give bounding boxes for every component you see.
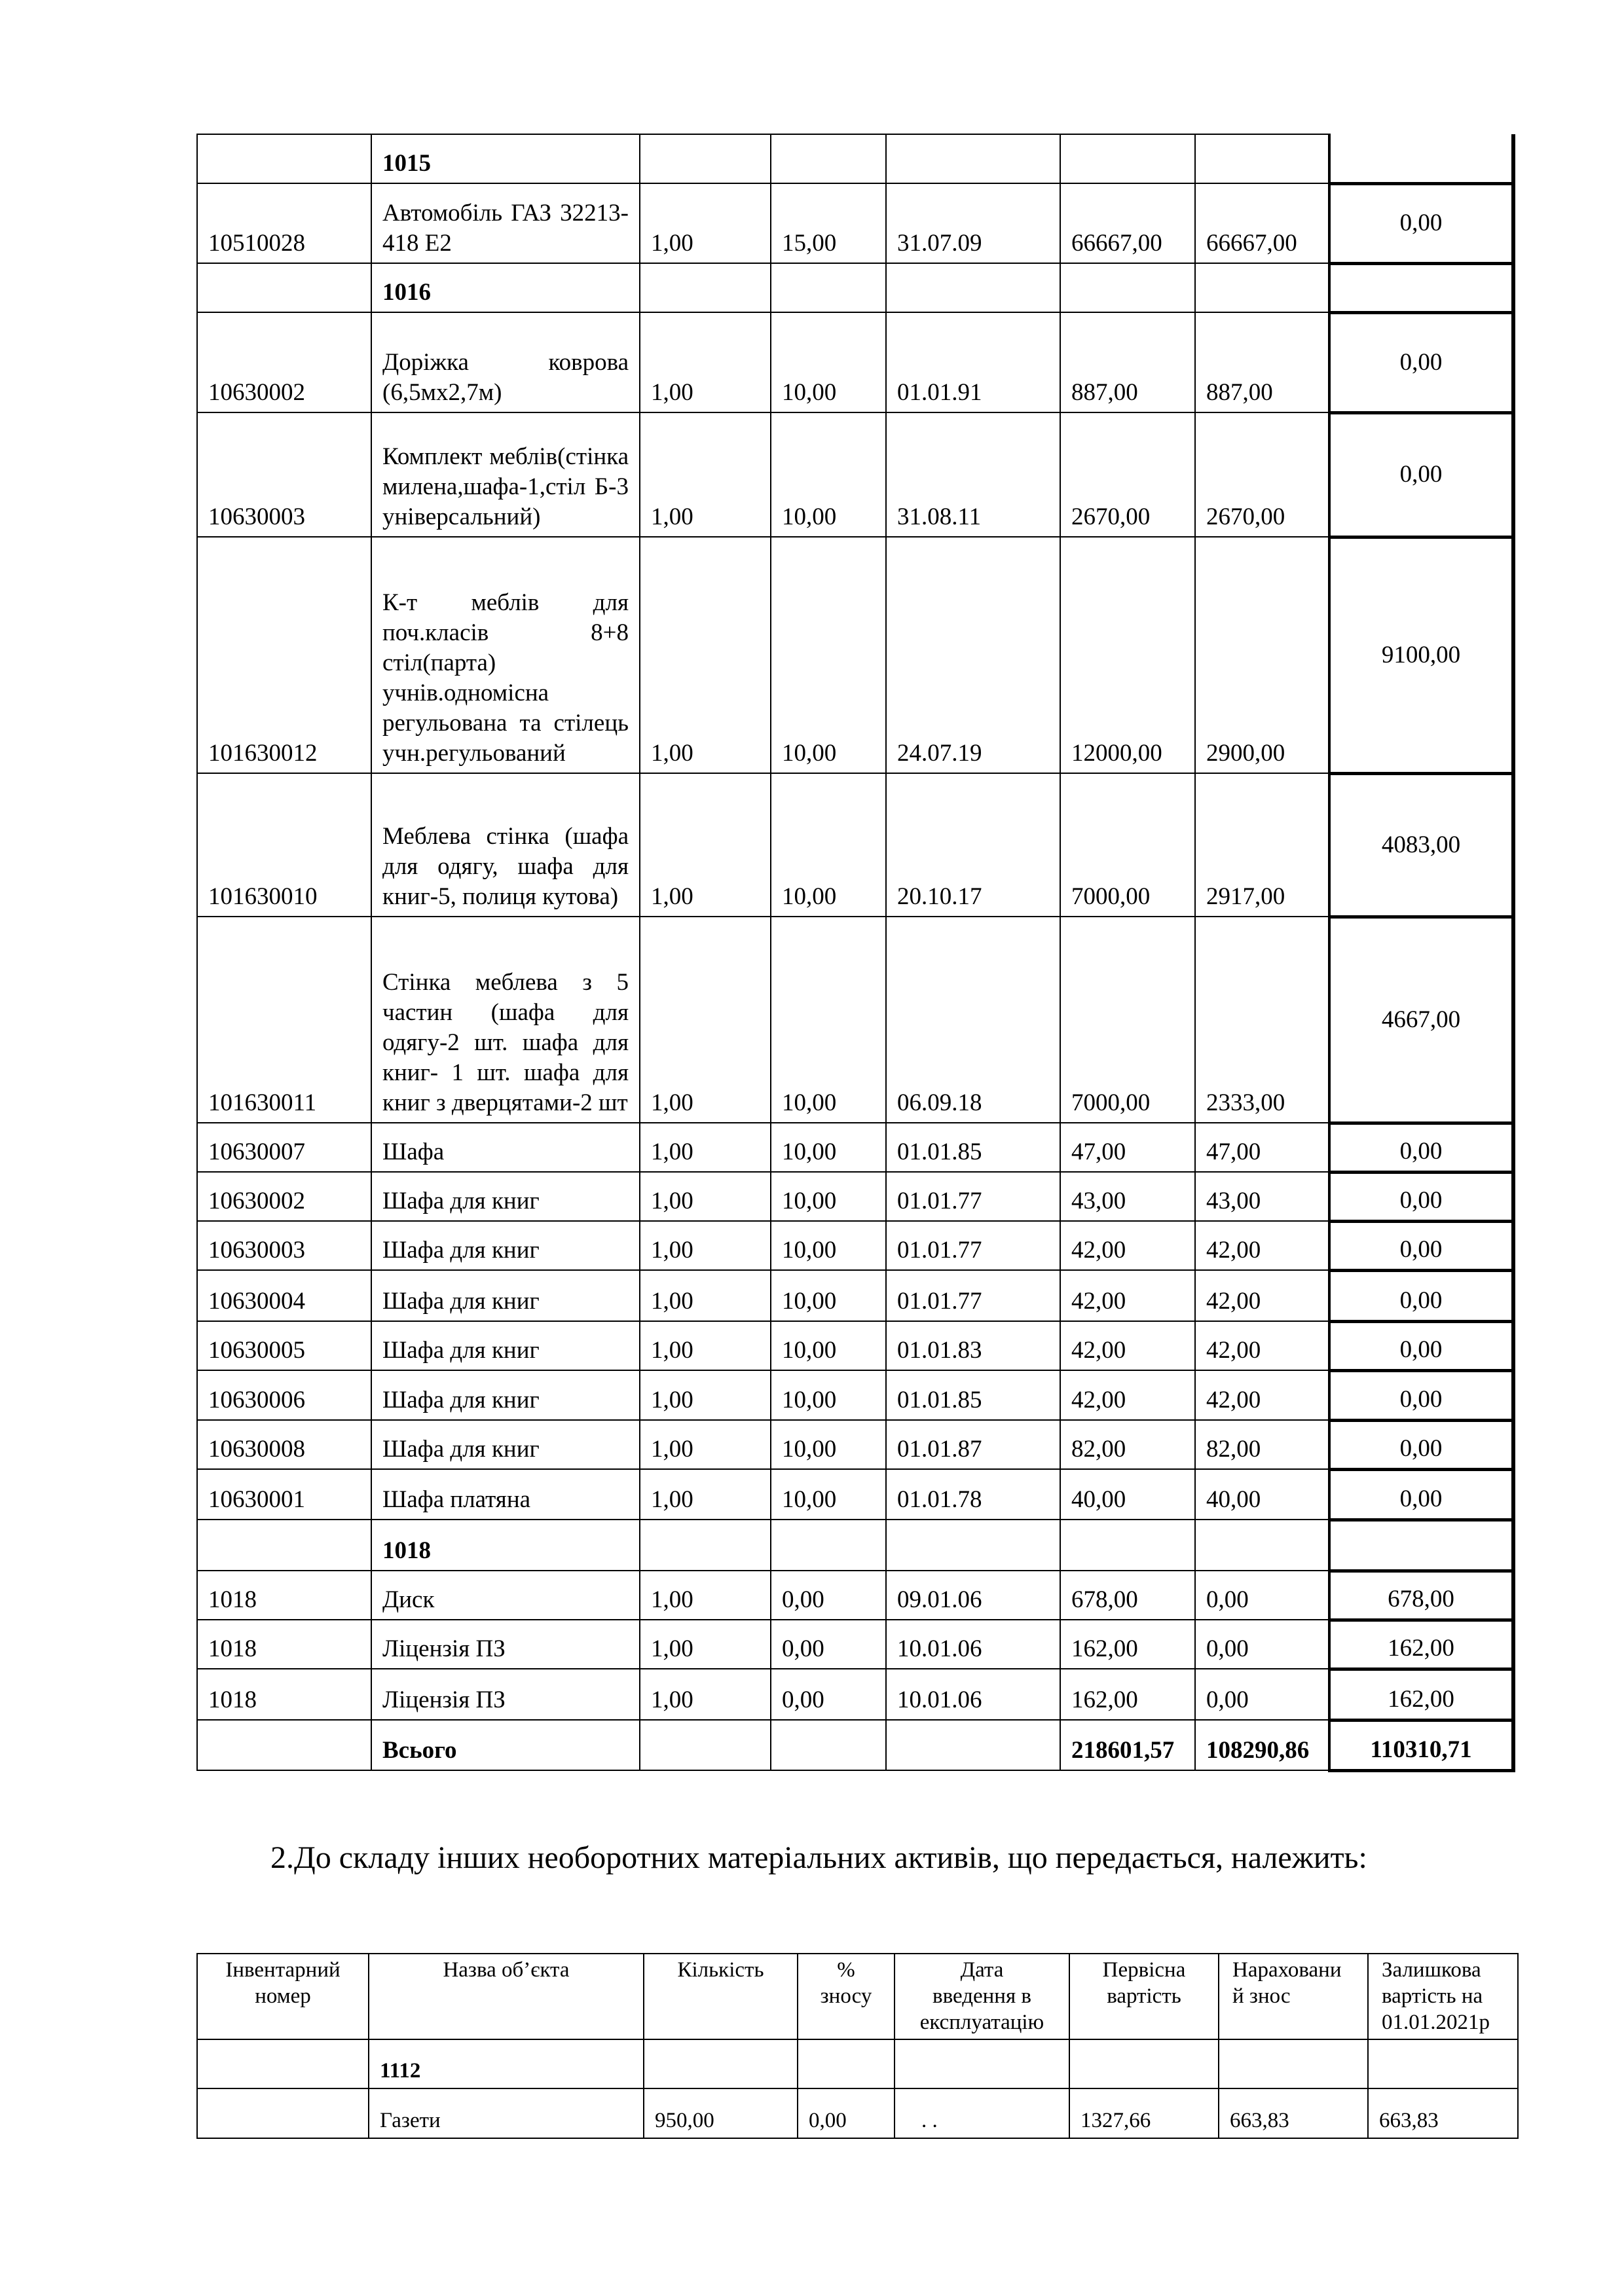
empty-cell [1329, 263, 1513, 312]
empty-cell [1329, 134, 1513, 183]
accrued-depreciation: 66667,00 [1195, 183, 1329, 263]
group-code: 1112 [369, 2039, 644, 2088]
empty-cell [771, 1520, 886, 1571]
accrued-depreciation: 2670,00 [1195, 412, 1329, 537]
empty-cell [1368, 2039, 1518, 2088]
table-row [197, 1420, 1513, 1469]
initial-cost: 678,00 [1060, 1571, 1195, 1620]
depreciation-rate: 0,00 [798, 2088, 895, 2138]
table-row [197, 412, 1513, 537]
residual-value: 0,00 [1329, 1420, 1513, 1469]
accrued-depreciation: 2900,00 [1195, 537, 1329, 773]
group-code: 1016 [371, 263, 640, 312]
initial-cost: 162,00 [1060, 1669, 1195, 1720]
initial-cost: 42,00 [1060, 1370, 1195, 1420]
inventory-number: 1018 [197, 1669, 371, 1720]
table-row [197, 1221, 1513, 1270]
commission-date: 01.01.85 [886, 1123, 1060, 1172]
depreciation-rate: 10,00 [771, 1370, 886, 1420]
initial-cost: 162,00 [1060, 1620, 1195, 1669]
empty-cell [1219, 2039, 1368, 2088]
column-header-object-name [369, 1954, 644, 2039]
total-accrued-depreciation: 108290,86 [1195, 1720, 1329, 1770]
header-line: вартість [1107, 1984, 1181, 2008]
table-row [197, 312, 1513, 412]
header-line: вартість на [1382, 1984, 1483, 2008]
table-row [197, 1469, 1513, 1520]
commission-date: 10.01.06 [886, 1669, 1060, 1720]
header-line: Назва об’єкта [443, 1958, 570, 1982]
table-row [197, 1620, 1513, 1669]
empty-cell [197, 2039, 369, 2088]
inventory-number: 10630001 [197, 1469, 371, 1520]
table-row [197, 917, 1513, 1123]
accrued-depreciation: 2333,00 [1195, 917, 1329, 1123]
residual-value: 162,00 [1329, 1669, 1513, 1720]
inventory-number [197, 2088, 369, 2138]
commission-date: 01.01.85 [886, 1370, 1060, 1420]
inventory-number: 10630004 [197, 1270, 371, 1321]
quantity: 1,00 [640, 773, 771, 917]
accrued-depreciation: 82,00 [1195, 1420, 1329, 1469]
object-name: Диск [371, 1571, 640, 1620]
object-name: К-т меблів для поч.класів 8+8 стіл(парта) учнів.одномісна регульована та стілець учн.регульований [371, 537, 640, 773]
residual-value: 9100,00 [1329, 537, 1513, 773]
residual-value: 4083,00 [1329, 773, 1513, 917]
other-assets-table [196, 1953, 1519, 2139]
object-name: Газети [369, 2088, 644, 2138]
group-row [197, 263, 1513, 312]
quantity: 1,00 [640, 537, 771, 773]
object-name: Шафа для книг [371, 1420, 640, 1469]
header-line: Нараховани [1232, 1958, 1342, 1982]
inventory-number: 10510028 [197, 183, 371, 263]
object-name: Шафа платяна [371, 1469, 640, 1520]
empty-cell [798, 2039, 895, 2088]
accrued-depreciation: 663,83 [1219, 2088, 1368, 2138]
object-name: Шафа [371, 1123, 640, 1172]
empty-cell [1060, 263, 1195, 312]
empty-cell [886, 1720, 1060, 1770]
empty-cell [1069, 2039, 1219, 2088]
quantity: 1,00 [640, 1221, 771, 1270]
initial-cost: 1327,66 [1069, 2088, 1219, 2138]
accrued-depreciation: 0,00 [1195, 1571, 1329, 1620]
accrued-depreciation: 40,00 [1195, 1469, 1329, 1520]
accrued-depreciation: 42,00 [1195, 1270, 1329, 1321]
quantity: 1,00 [640, 1321, 771, 1370]
initial-cost: 7000,00 [1060, 773, 1195, 917]
depreciation-rate: 10,00 [771, 1420, 886, 1469]
object-name: Ліцензія ПЗ [371, 1669, 640, 1720]
quantity: 1,00 [640, 1420, 771, 1469]
group-row [197, 1520, 1513, 1571]
depreciation-rate: 10,00 [771, 1221, 886, 1270]
header-line: Інвентарний [225, 1958, 341, 1982]
inventory-number: 10630003 [197, 1221, 371, 1270]
table-row [197, 2088, 1518, 2138]
commission-date: 10.01.06 [886, 1620, 1060, 1669]
quantity: 1,00 [640, 1370, 771, 1420]
header-line: й знос [1232, 1984, 1291, 2008]
initial-cost: 43,00 [1060, 1172, 1195, 1221]
inventory-number: 1018 [197, 1620, 371, 1669]
table-row [197, 1123, 1513, 1172]
empty-cell [197, 1720, 371, 1770]
quantity: 1,00 [640, 1172, 771, 1221]
commission-date: 01.01.83 [886, 1321, 1060, 1370]
initial-cost: 82,00 [1060, 1420, 1195, 1469]
residual-value: 0,00 [1329, 1221, 1513, 1270]
residual-value: 0,00 [1329, 312, 1513, 412]
inventory-number: 1018 [197, 1571, 371, 1620]
quantity: 1,00 [640, 1669, 771, 1720]
object-name: Доріжка коврова (6,5мх2,7м) [371, 312, 640, 412]
initial-cost: 47,00 [1060, 1123, 1195, 1172]
residual-value: 0,00 [1329, 1123, 1513, 1172]
commission-date: 24.07.19 [886, 537, 1060, 773]
empty-cell [197, 263, 371, 312]
table-row [197, 773, 1513, 917]
initial-cost: 42,00 [1060, 1270, 1195, 1321]
initial-cost: 7000,00 [1060, 917, 1195, 1123]
empty-cell [1195, 134, 1329, 183]
column-header-residual-value [1368, 1954, 1518, 2039]
object-name: Шафа для книг [371, 1270, 640, 1321]
total-row [197, 1720, 1513, 1770]
header-line: Дата [960, 1958, 1004, 1982]
empty-cell [1195, 263, 1329, 312]
empty-cell [640, 263, 771, 312]
column-header-depreciation-rate [798, 1954, 895, 2039]
empty-cell [1060, 1520, 1195, 1571]
depreciation-rate: 0,00 [771, 1620, 886, 1669]
header-line: Кількість [677, 1958, 764, 1982]
table-row [197, 1370, 1513, 1420]
section-2-heading: 2.До складу інших необоротних матеріальних активів, що передається, належить: [270, 1840, 1367, 1875]
table-row [197, 1669, 1513, 1720]
total-residual-value: 110310,71 [1329, 1720, 1513, 1770]
object-name: Ліцензія ПЗ [371, 1620, 640, 1669]
depreciation-rate: 15,00 [771, 183, 886, 263]
object-name: Стінка меблева з 5 частин (шафа для одягу-2 шт. шафа для книг- 1 шт. шафа для книг з дверцятами-2 шт [371, 917, 640, 1123]
commission-date: 31.08.11 [886, 412, 1060, 537]
inventory-number: 10630002 [197, 1172, 371, 1221]
depreciation-rate: 10,00 [771, 1123, 886, 1172]
quantity: 1,00 [640, 412, 771, 537]
depreciation-rate: 0,00 [771, 1571, 886, 1620]
column-header-inventory-number [197, 1954, 369, 2039]
inventory-number: 10630003 [197, 412, 371, 537]
quantity: 1,00 [640, 1469, 771, 1520]
empty-cell [771, 263, 886, 312]
column-header-accrued-depreciation [1219, 1954, 1368, 2039]
empty-cell [197, 134, 371, 183]
inventory-number: 101630012 [197, 537, 371, 773]
object-name: Автомобіль ГАЗ 32213-418 Е2 [371, 183, 640, 263]
depreciation-rate: 10,00 [771, 1321, 886, 1370]
inventory-number: 10630007 [197, 1123, 371, 1172]
depreciation-rate: 10,00 [771, 1270, 886, 1321]
commission-date: 31.07.09 [886, 183, 1060, 263]
empty-cell [771, 1720, 886, 1770]
quantity: 1,00 [640, 1123, 771, 1172]
inventory-number: 10630008 [197, 1420, 371, 1469]
commission-date: . . [895, 2088, 1069, 2138]
header-line: зносу [820, 1984, 872, 2008]
empty-cell [886, 1520, 1060, 1571]
empty-cell [1060, 134, 1195, 183]
empty-cell [1195, 1520, 1329, 1571]
residual-value: 0,00 [1329, 183, 1513, 263]
residual-value: 162,00 [1329, 1620, 1513, 1669]
accrued-depreciation: 42,00 [1195, 1221, 1329, 1270]
depreciation-rate: 10,00 [771, 1469, 886, 1520]
commission-date: 06.09.18 [886, 917, 1060, 1123]
table-row [197, 537, 1513, 773]
header-row [197, 1954, 1518, 2039]
group-row [197, 2039, 1518, 2088]
commission-date: 01.01.77 [886, 1221, 1060, 1270]
commission-date: 20.10.17 [886, 773, 1060, 917]
residual-value: 0,00 [1329, 412, 1513, 537]
residual-value: 4667,00 [1329, 917, 1513, 1123]
header-line: Залишкова [1382, 1958, 1481, 1982]
quantity: 1,00 [640, 917, 771, 1123]
quantity: 1,00 [640, 1620, 771, 1669]
accrued-depreciation: 42,00 [1195, 1321, 1329, 1370]
initial-cost: 42,00 [1060, 1221, 1195, 1270]
table-row [197, 1571, 1513, 1620]
initial-cost: 40,00 [1060, 1469, 1195, 1520]
commission-date: 01.01.77 [886, 1172, 1060, 1221]
accrued-depreciation: 47,00 [1195, 1123, 1329, 1172]
residual-value: 0,00 [1329, 1270, 1513, 1321]
residual-value: 0,00 [1329, 1321, 1513, 1370]
commission-date: 01.01.78 [886, 1469, 1060, 1520]
inventory-number: 101630011 [197, 917, 371, 1123]
inventory-number: 10630002 [197, 312, 371, 412]
residual-value: 0,00 [1329, 1172, 1513, 1221]
depreciation-rate: 0,00 [771, 1669, 886, 1720]
inventory-number: 10630005 [197, 1321, 371, 1370]
accrued-depreciation: 43,00 [1195, 1172, 1329, 1221]
commission-date: 09.01.06 [886, 1571, 1060, 1620]
residual-value: 0,00 [1329, 1370, 1513, 1420]
quantity: 1,00 [640, 1270, 771, 1321]
depreciation-rate: 10,00 [771, 412, 886, 537]
inventory-number: 10630006 [197, 1370, 371, 1420]
accrued-depreciation: 887,00 [1195, 312, 1329, 412]
empty-cell [771, 134, 886, 183]
empty-cell [895, 2039, 1069, 2088]
depreciation-rate: 10,00 [771, 917, 886, 1123]
empty-cell [640, 1520, 771, 1571]
residual-value: 663,83 [1368, 2088, 1518, 2138]
group-code: 1015 [371, 134, 640, 183]
quantity: 1,00 [640, 1571, 771, 1620]
empty-cell [886, 134, 1060, 183]
object-name: Шафа для книг [371, 1221, 640, 1270]
empty-cell [640, 134, 771, 183]
object-name: Шафа для книг [371, 1172, 640, 1221]
header-line: 01.01.2021р [1382, 2011, 1490, 2034]
table-row [197, 183, 1513, 263]
empty-cell [644, 2039, 798, 2088]
group-code: 1018 [371, 1520, 640, 1571]
total-initial-cost: 218601,57 [1060, 1720, 1195, 1770]
column-header-commission-date [895, 1954, 1069, 2039]
residual-value: 678,00 [1329, 1571, 1513, 1620]
header-line: % [837, 1958, 855, 1982]
object-name: Шафа для книг [371, 1370, 640, 1420]
column-header-initial-cost [1069, 1954, 1219, 2039]
object-name: Шафа для книг [371, 1321, 640, 1370]
quantity: 1,00 [640, 312, 771, 412]
header-line: Первісна [1102, 1958, 1186, 1982]
depreciation-rate: 10,00 [771, 537, 886, 773]
accrued-depreciation: 0,00 [1195, 1620, 1329, 1669]
inventory-number: 101630010 [197, 773, 371, 917]
initial-cost: 42,00 [1060, 1321, 1195, 1370]
empty-cell [640, 1720, 771, 1770]
quantity: 950,00 [644, 2088, 798, 2138]
depreciation-rate: 10,00 [771, 1172, 886, 1221]
header-line: номер [255, 1984, 311, 2008]
accrued-depreciation: 42,00 [1195, 1370, 1329, 1420]
group-row [197, 134, 1513, 183]
depreciation-rate: 10,00 [771, 773, 886, 917]
commission-date: 01.01.91 [886, 312, 1060, 412]
total-label: Всього [371, 1720, 640, 1770]
empty-cell [1329, 1520, 1513, 1571]
column-header-quantity [644, 1954, 798, 2039]
quantity: 1,00 [640, 183, 771, 263]
accrued-depreciation: 2917,00 [1195, 773, 1329, 917]
initial-cost: 887,00 [1060, 312, 1195, 412]
fixed-assets-table [196, 134, 1515, 1772]
commission-date: 01.01.77 [886, 1270, 1060, 1321]
header-line: експлуатацію [919, 2011, 1044, 2034]
table-row [197, 1321, 1513, 1370]
commission-date: 01.01.87 [886, 1420, 1060, 1469]
initial-cost: 66667,00 [1060, 183, 1195, 263]
empty-cell [886, 263, 1060, 312]
depreciation-rate: 10,00 [771, 312, 886, 412]
table-row [197, 1172, 1513, 1221]
residual-value: 0,00 [1329, 1469, 1513, 1520]
initial-cost: 2670,00 [1060, 412, 1195, 537]
empty-cell [197, 1520, 371, 1571]
header-line: введення в [932, 1984, 1031, 2008]
object-name: Меблева стінка (шафа для одягу, шафа для книг-5, полиця кутова) [371, 773, 640, 917]
initial-cost: 12000,00 [1060, 537, 1195, 773]
table-row [197, 1270, 1513, 1321]
object-name: Комплект меблів(стінка милена,шафа-1,стіл Б-3 універсальний) [371, 412, 640, 537]
accrued-depreciation: 0,00 [1195, 1669, 1329, 1720]
